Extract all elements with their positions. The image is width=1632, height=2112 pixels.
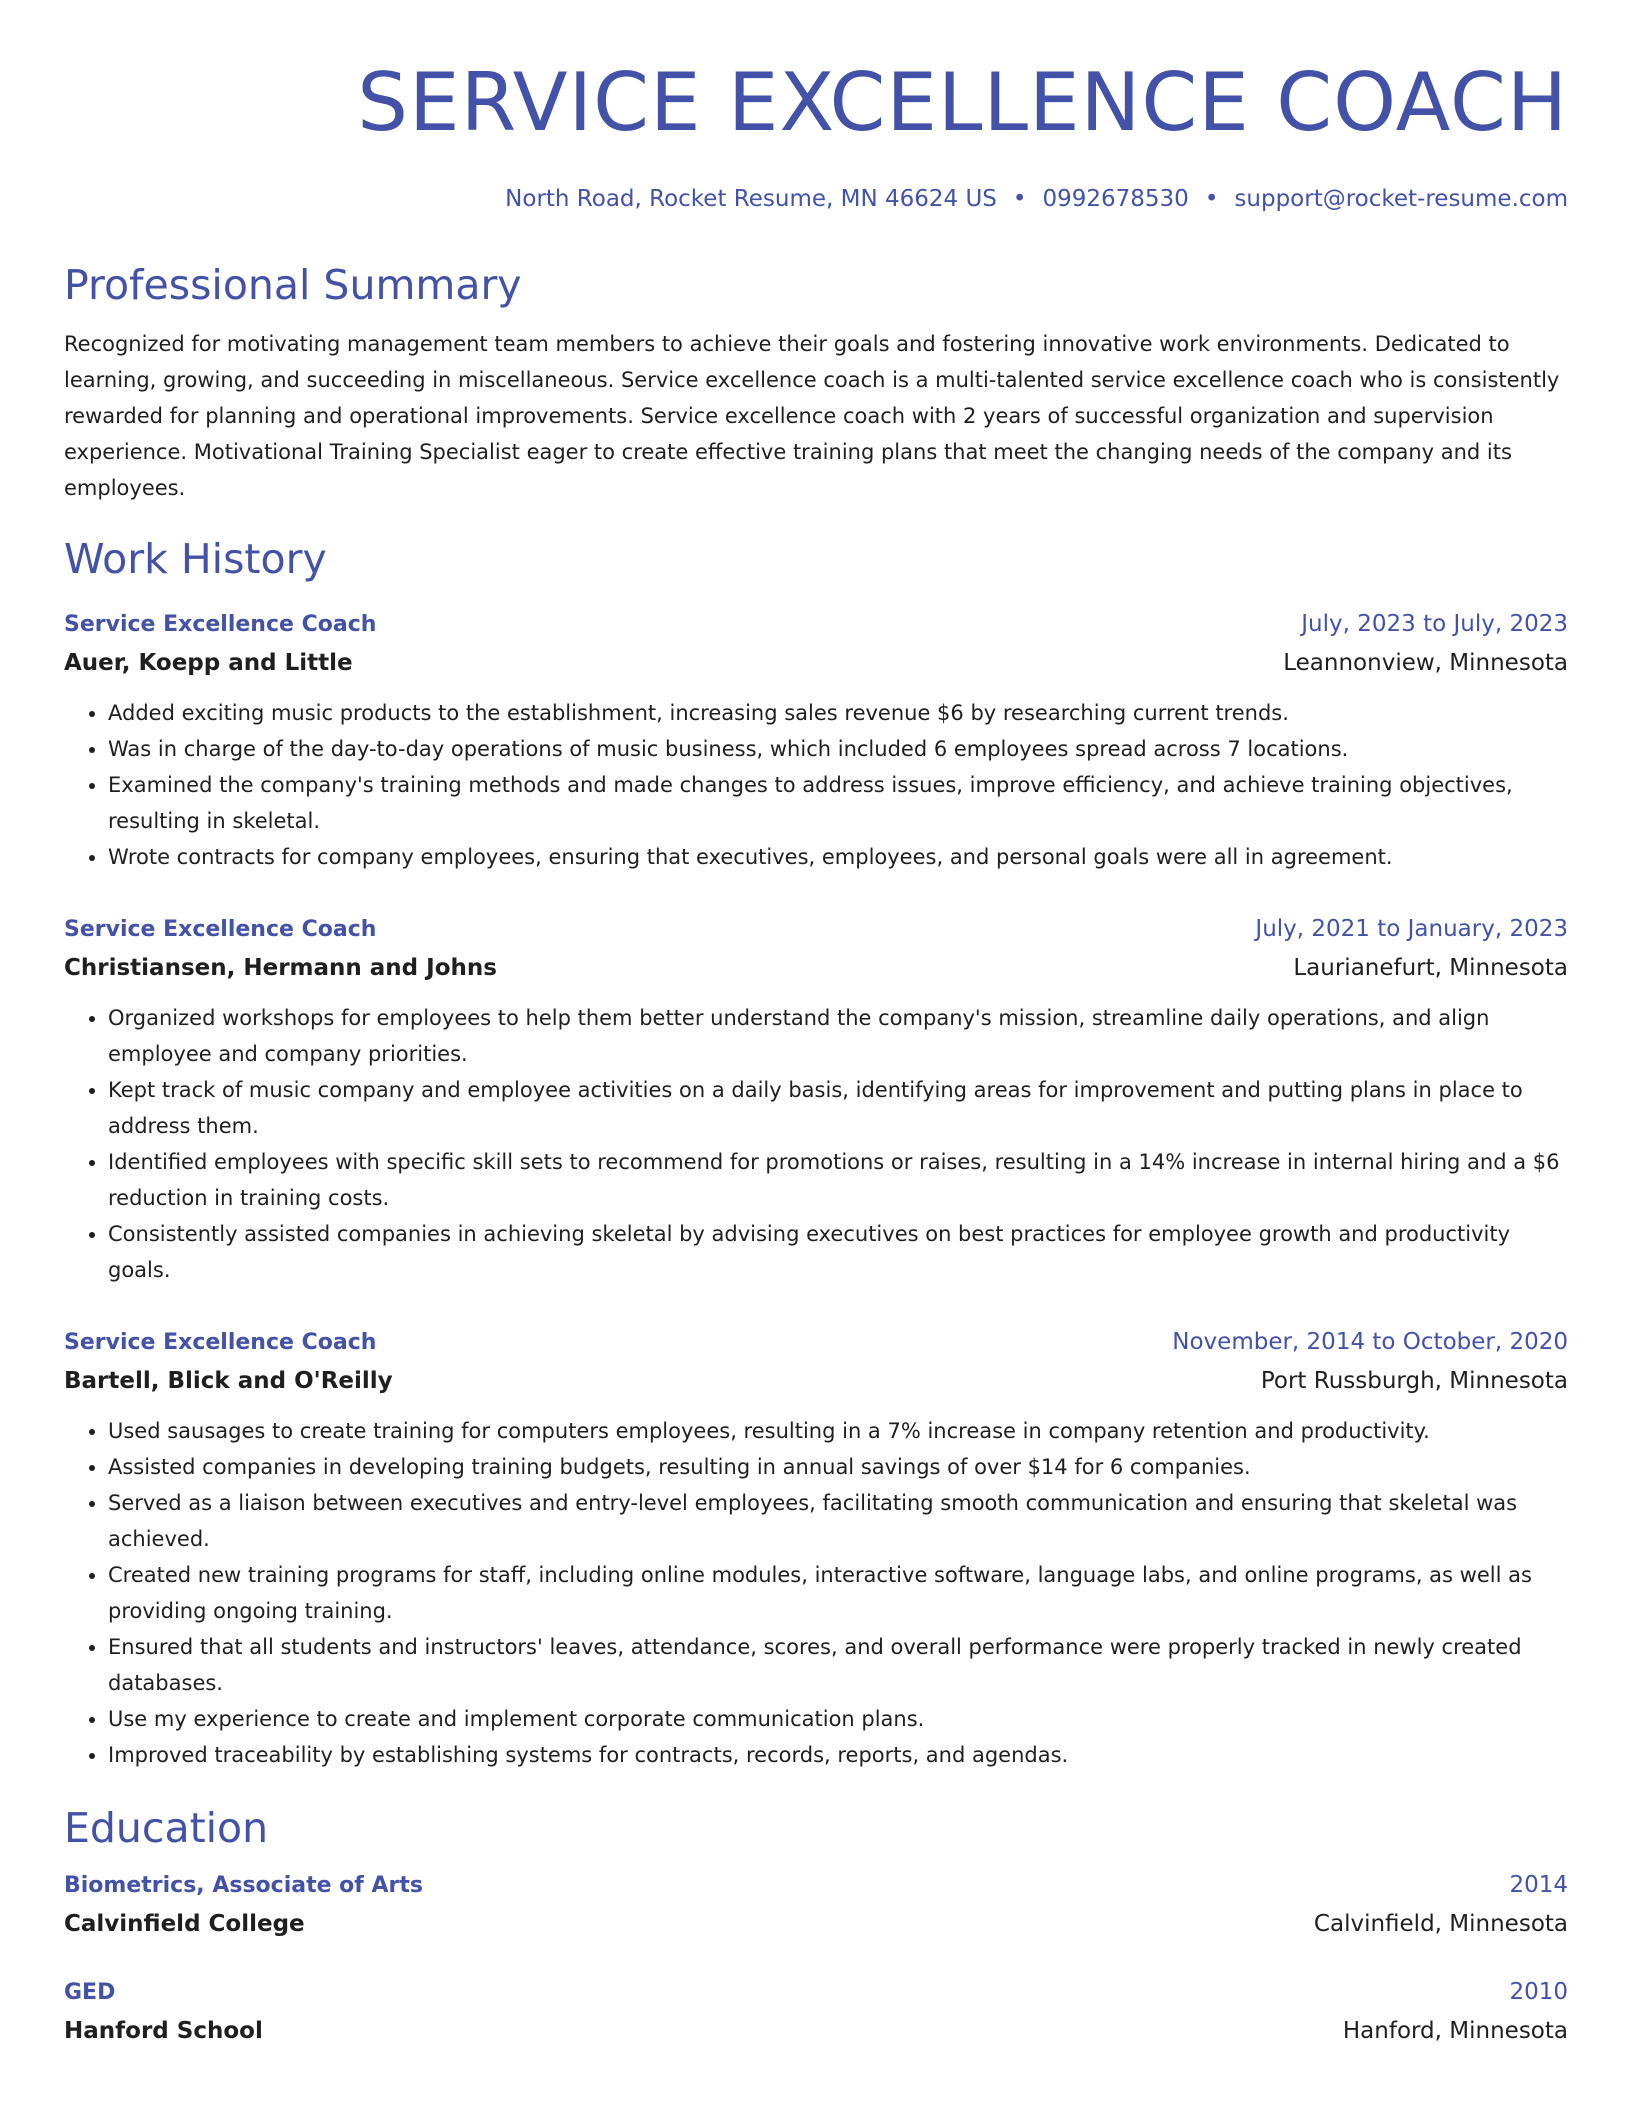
job-bullet: • Kept track of music company and employee activities on a daily basis, identifying areas for improvement and putting plans in place to address them. — [108, 1072, 1568, 1144]
job-dates: July, 2023 to July, 2023 — [1301, 611, 1568, 637]
candidate-name: SERVICE EXCELLENCE COACH — [357, 56, 1568, 149]
job-company-row — [64, 643, 1568, 683]
school-location: Calvinfield, Minnesota — [1313, 1911, 1568, 1937]
job-bullet: • Examined the company's training methods and made changes to address issues, improve efficiency, and achieve training objectives, resulting in skeletal. — [108, 767, 1568, 839]
job-bullets — [64, 1413, 1568, 1773]
education-header-row — [64, 1867, 1568, 1904]
company-name: Christiansen, Hermann and Johns — [64, 955, 497, 981]
company-name: Auer, Koepp and Little — [64, 650, 353, 676]
job-title: Service Excellence Coach — [64, 612, 377, 637]
job-bullet: • Improved traceability by establishing systems for contracts, records, reports, and agendas. — [108, 1737, 1568, 1773]
contact-address: North Road, Rocket Resume, MN 46624 US — [505, 186, 997, 212]
education-school-row — [64, 1904, 1568, 1944]
education-entry — [64, 1867, 1568, 1944]
job-header-row — [64, 911, 1568, 948]
summary-heading: Professional Summary — [64, 261, 522, 309]
job-bullet: • Served as a liaison between executives and entry-level employees, facilitating smooth communication and ensuring that skeletal was achieved. — [108, 1485, 1568, 1557]
education-list — [64, 1867, 1568, 2051]
school-name: Hanford School — [64, 2018, 263, 2044]
job-bullet: • Consistently assisted companies in achieving skeletal by advising executives on best practices for employee growth and productivity goals. — [108, 1216, 1568, 1288]
job-bullet: • Wrote contracts for company employees, ensuring that executives, employees, and personal goals were all in agreement. — [108, 839, 1568, 875]
job-bullet: • Identified employees with specific skill sets to recommend for promotions or raises, resulting in a 14% increase in internal hiring and a $6 reduction in training costs. — [108, 1144, 1568, 1216]
job-dates: November, 2014 to October, 2020 — [1172, 1329, 1568, 1355]
job-company-row — [64, 948, 1568, 988]
job-bullet: • Organized workshops for employees to help them better understand the company's mission, streamline daily operations, and align employee and company priorities. — [108, 1000, 1568, 1072]
education-header-row — [64, 1974, 1568, 2011]
contact-email: support@rocket-resume.com — [1234, 186, 1568, 212]
job-bullet: • Use my experience to create and implement corporate communication plans. — [108, 1701, 1568, 1737]
job-bullet: • Ensured that all students and instructors' leaves, attendance, scores, and overall performance were properly tracked in newly created databases. — [108, 1629, 1568, 1701]
job-entry — [64, 1324, 1568, 1773]
job-bullet: • Was in charge of the day-to-day operations of music business, which included 6 employees spread across 7 locations. — [108, 731, 1568, 767]
summary-text: Recognized for motivating management team members to achieve their goals and fostering innovative work environments. Dedicated to learning, growing, and succeeding in miscellaneous. Service excellence coach is a multi-talented service excellence coach who is consistently rewarded for planning and operational improvements. Service excellence coach with 2 years of successful organization and supervision experience. Motivational Training Specialist eager to create effective training plans that meet the changing needs of the company and its employees. — [64, 332, 1560, 500]
job-title: Service Excellence Coach — [64, 917, 377, 942]
job-bullets — [64, 695, 1568, 875]
job-entry — [64, 606, 1568, 875]
job-entry — [64, 911, 1568, 1288]
job-dates: July, 2021 to January, 2023 — [1255, 916, 1568, 942]
education-school-row — [64, 2011, 1568, 2051]
school-name: Calvinfield College — [64, 1911, 305, 1937]
job-bullet: • Used sausages to create training for computers employees, resulting in a 7% increase in company retention and productivity. — [108, 1413, 1568, 1449]
work-history-heading: Work History — [64, 535, 327, 583]
school-location: Hanford, Minnesota — [1342, 2018, 1568, 2044]
degree-name: GED — [64, 1980, 116, 2005]
contact-line — [64, 184, 1568, 214]
job-title: Service Excellence Coach — [64, 1330, 377, 1355]
degree-name: Biometrics, Associate of Arts — [64, 1873, 424, 1898]
job-bullet: • Created new training programs for staff, including online modules, interactive software, language labs, and online programs, as well as providing ongoing training. — [108, 1557, 1568, 1629]
job-bullet: • Added exciting music products to the establishment, increasing sales revenue $6 by researching current trends. — [108, 695, 1568, 731]
graduation-year: 2014 — [1509, 1872, 1568, 1898]
education-heading: Education — [64, 1804, 269, 1852]
job-location: Port Russburgh, Minnesota — [1260, 1368, 1568, 1394]
resume-header — [64, 56, 1568, 214]
graduation-year: 2010 — [1509, 1979, 1568, 2005]
contact-separator: • — [1204, 186, 1219, 212]
job-location: Laurianefurt, Minnesota — [1293, 955, 1568, 981]
job-company-row — [64, 1361, 1568, 1401]
education-entry — [64, 1974, 1568, 2051]
job-bullet: • Assisted companies in developing training budgets, resulting in annual savings of over $14 for 6 companies. — [108, 1449, 1568, 1485]
job-header-row — [64, 1324, 1568, 1361]
job-location: Leannonview, Minnesota — [1283, 650, 1568, 676]
job-header-row — [64, 606, 1568, 643]
contact-separator: • — [1012, 186, 1027, 212]
job-bullets — [64, 1000, 1568, 1288]
work-history-list — [64, 606, 1568, 1773]
company-name: Bartell, Blick and O'Reilly — [64, 1368, 393, 1394]
contact-phone: 0992678530 — [1042, 186, 1189, 212]
